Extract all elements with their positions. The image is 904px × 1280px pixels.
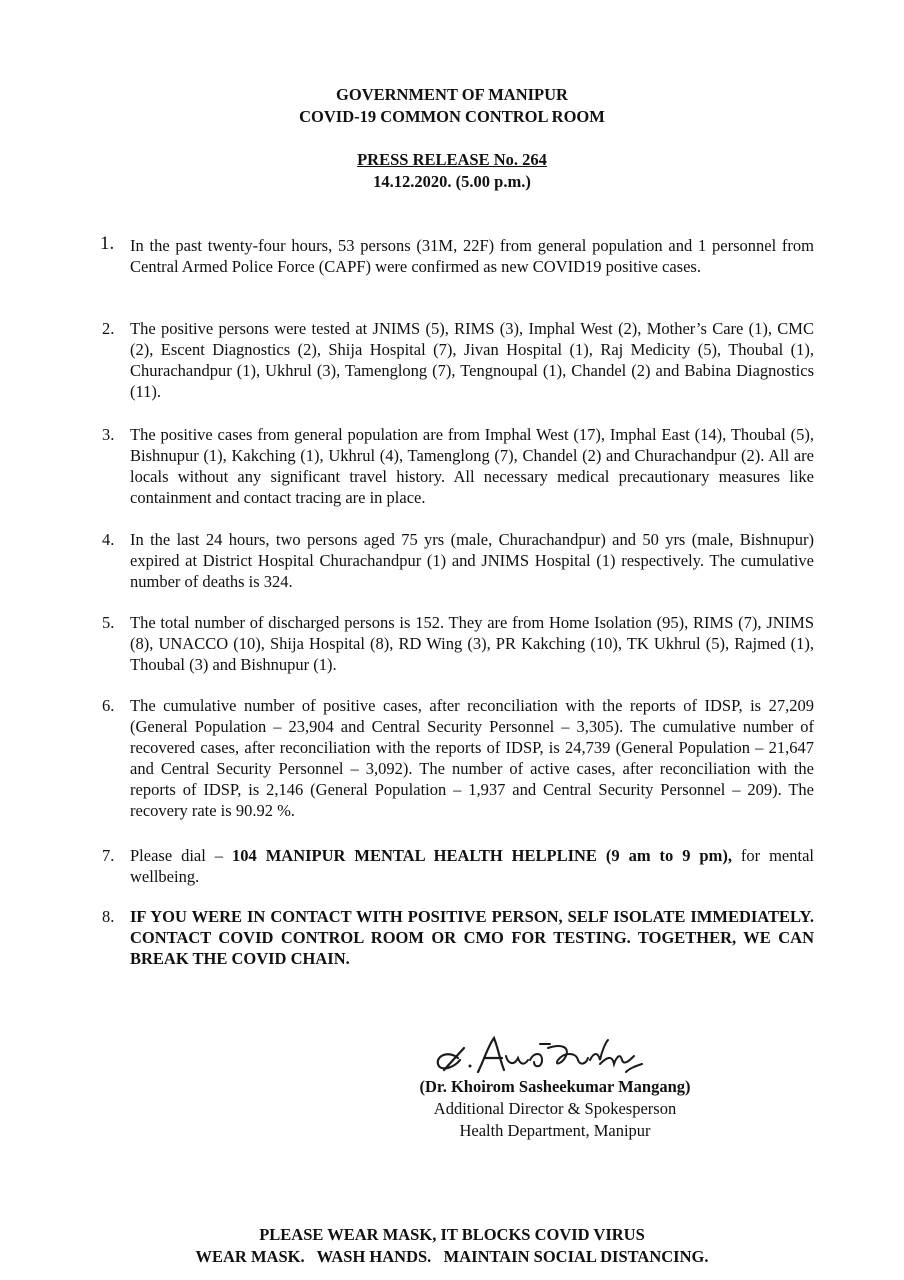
press-release-title: PRESS RELEASE No. 264 (357, 150, 547, 169)
list-item (102, 424, 814, 508)
item-text: The cumulative number of positive cases, after reconciliation with the reports of IDSP, is 27,209 (General Population – 23,904 and Central Security Personnel – 3,305). The cumulative number of recovered cases, after reconciliation with the reports of IDSP, is 24,739 (General Population – 21,647 and Central Security Personnel – 3,092). The number of active cases, after reconciliation with the reports of IDSP, is 2,146 (General Population – 1,937 and Central Security Personnel – 209). The recovery rate is 90.92 %. (130, 696, 814, 820)
signatory-title: Additional Director & Spokesperson (433, 1099, 677, 1118)
handwritten-signature (430, 1030, 650, 1080)
press-release-heading (0, 149, 904, 193)
item-number: 5. (102, 613, 115, 632)
item-number: 1. (100, 233, 115, 254)
item-number: 8. (102, 907, 115, 926)
signatory-name: (Dr. Khoirom Sasheekumar Mangang) (419, 1077, 691, 1096)
item-text-pre: Please dial – (130, 846, 232, 865)
helpline-text: 104 MANIPUR MENTAL HEALTH HELPLINE (9 am to 9 pm), (232, 846, 732, 865)
item-text: The total number of discharged persons is 152. They are from Home Isolation (95), RIMS (7), JNIMS (8), UNACCO (10), Shija Hospital (8), RD Wing (3), PR Kakching (10), TK Ukhrul (5), Rajmed (1), Thoubal (3) and Bishnupur (1). (130, 613, 814, 674)
footer-mask-notice: PLEASE WEAR MASK, IT BLOCKS COVID VIRUS (259, 1225, 645, 1244)
signatory-department: Health Department, Manipur (459, 1121, 651, 1140)
item-number: 3. (102, 425, 115, 444)
list-item (102, 529, 814, 592)
item-text: The positive cases from general population are from Imphal West (17), Imphal East (14), Thoubal (5), Bishnupur (1), Kakching (1), Ukhrul (4), Tamenglong (7), Chandel (2) and Churachandpur (2). All are locals without any significant travel history. All necessary medical precautionary measures like containment and contact tracing are in place. (130, 425, 814, 507)
footer-guidelines: WEAR MASK. WASH HANDS. MAINTAIN SOCIAL DISTANCING. (195, 1247, 709, 1266)
item-number: 4. (102, 530, 115, 549)
list-item (102, 318, 814, 402)
document-header (0, 84, 904, 128)
document-footer (0, 1224, 904, 1268)
item-number: 7. (102, 846, 115, 865)
list-item (100, 233, 814, 277)
item-number: 6. (102, 696, 115, 715)
list-item (102, 612, 814, 675)
press-release-date: 14.12.2020. (5.00 p.m.) (373, 172, 531, 191)
item-text: The positive persons were tested at JNIMS (5), RIMS (3), Imphal West (2), Mother’s Care (1), CMC (2), Escent Diagnostics (2), Shija Hospital (7), Jivan Hospital (1), Raj Medicity (5), Thoubal (1), Churachandpur (1), Ukhrul (3), Tamenglong (7), Tengnoupal (1), Chandel (2) and Babina Diagnostics (11). (130, 319, 814, 401)
item-number: 2. (102, 319, 115, 338)
header-government: GOVERNMENT OF MANIPUR (336, 85, 568, 104)
item-text-post: for mental wellbeing. (130, 846, 814, 886)
list-item (102, 845, 814, 887)
item-text: In the past twenty-four hours, 53 persons (31M, 22F) from general population and 1 personnel from Central Armed Police Force (CAPF) were confirmed as new COVID19 positive cases. (130, 236, 814, 276)
list-item (102, 906, 814, 969)
header-control-room: COVID-19 COMMON CONTROL ROOM (299, 107, 605, 126)
item-text: IF YOU WERE IN CONTACT WITH POSITIVE PERSON, SELF ISOLATE IMMEDIATELY. CONTACT COVID CONTROL ROOM OR CMO FOR TESTING. TOGETHER, WE CAN BREAK THE COVID CHAIN. (130, 907, 814, 968)
item-text: In the last 24 hours, two persons aged 75 yrs (male, Churachandpur) and 50 yrs (male, Bishnupur) expired at District Hospital Churachandpur (1) and JNIMS Hospital (1) respectively. The cumulative number of deaths is 324. (130, 530, 814, 591)
list-item (102, 695, 814, 821)
